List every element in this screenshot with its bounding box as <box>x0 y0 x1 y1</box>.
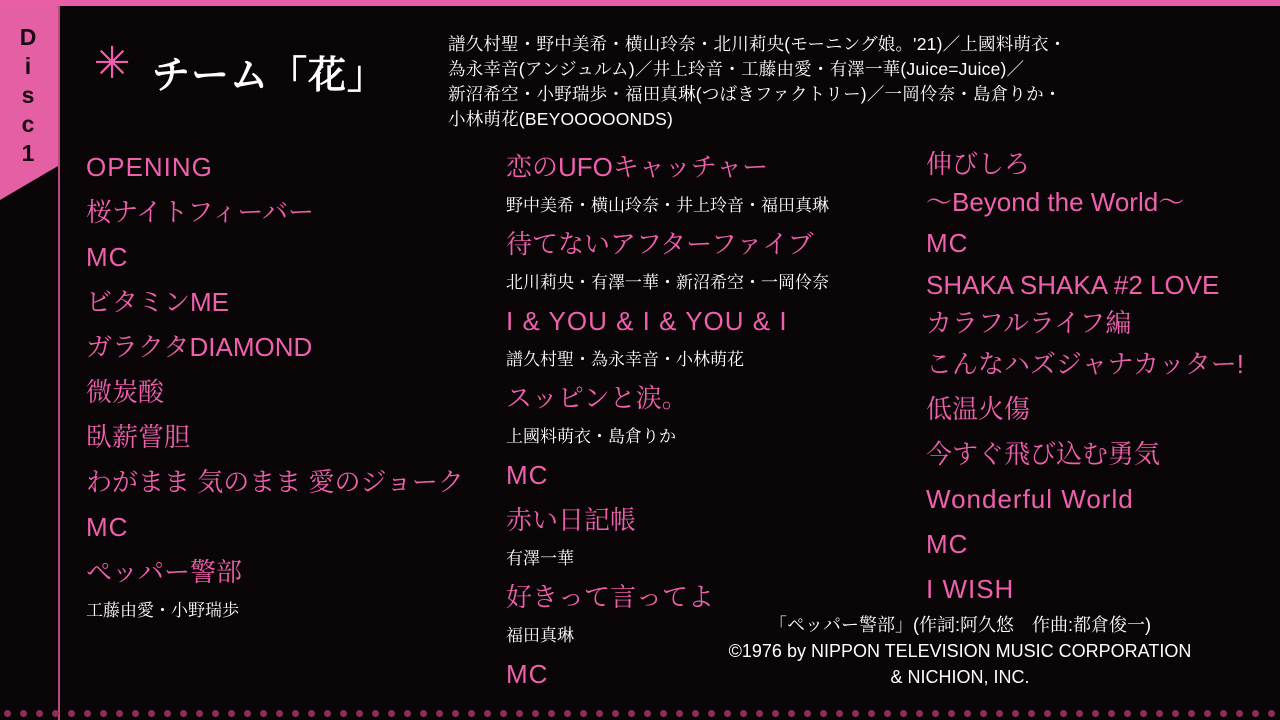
edge-dot <box>516 710 523 717</box>
track-title: OPENING <box>86 152 213 182</box>
edge-dot <box>692 710 699 717</box>
edge-dot <box>228 710 235 717</box>
edge-dot <box>948 710 955 717</box>
track-title: カラフルライフ編 <box>926 308 1132 338</box>
edge-dot <box>324 710 331 717</box>
disc-spine <box>0 6 58 169</box>
track-title: MC <box>86 512 129 542</box>
edge-dot <box>996 710 1003 717</box>
edge-dot <box>180 710 187 717</box>
track-title: ペッパー警部 <box>86 557 243 587</box>
edge-dot <box>484 710 491 717</box>
edge-dot <box>1204 710 1211 717</box>
edge-dot <box>420 710 427 717</box>
track-title: 低温火傷 <box>926 394 1031 424</box>
edge-dot <box>1124 710 1131 717</box>
edge-dot <box>436 710 443 717</box>
edge-dot <box>500 710 507 717</box>
edge-dot <box>20 710 27 717</box>
edge-dot <box>532 710 539 717</box>
vertical-divider-line <box>58 6 60 720</box>
edge-dot <box>1172 710 1179 717</box>
edge-dot <box>804 710 811 717</box>
member-credits <box>448 32 1238 132</box>
edge-dot <box>452 710 459 717</box>
member-credits-line: 為永幸音(アンジュルム)／井上玲音・工藤由愛・有澤一華(Juice=Juice)／ <box>448 59 1025 79</box>
track-title: 伸びしろ <box>926 149 1031 179</box>
track-title: わがまま 気のまま 愛のジョーク <box>86 467 464 497</box>
edge-dot <box>36 710 43 717</box>
edge-dot <box>388 710 395 717</box>
edge-dot <box>1028 710 1035 717</box>
edge-dot <box>596 710 603 717</box>
edge-dot <box>1012 710 1019 717</box>
edge-dot <box>628 710 635 717</box>
edge-dot <box>260 710 267 717</box>
track-performers: 北川莉央・有澤一華・新沼希空・一岡伶奈 <box>506 273 829 292</box>
edge-dot <box>756 710 763 717</box>
copyright-line: 「ペッパー警部」(作詞:阿久悠 作曲:都倉俊一) <box>769 615 1151 635</box>
edge-dot <box>1156 710 1163 717</box>
disc-label: Disc1 <box>15 24 41 169</box>
track-title: 待てないアフターファイブ <box>506 229 814 259</box>
track-title: 臥薪嘗胆 <box>86 422 191 452</box>
member-credits-line: 小林萌花(BEYOOOOONDS) <box>448 109 674 129</box>
track-title: SHAKA SHAKA #2 LOVE <box>926 270 1220 300</box>
track-title: I WISH <box>926 574 1015 604</box>
edge-dot <box>932 710 939 717</box>
edge-dot <box>900 710 907 717</box>
member-credits-line: 譜久村聖・野中美希・横山玲奈・北川莉央(モーニング娘。'21)／上國料萌衣・ <box>448 34 1067 54</box>
track-performers: 野中美希・横山玲奈・井上玲音・福田真琳 <box>506 196 829 215</box>
edge-dot <box>1140 710 1147 717</box>
edge-dot <box>1108 710 1115 717</box>
edge-dot <box>1092 710 1099 717</box>
track-title: 桜ナイトフィーバー <box>86 197 315 227</box>
asterisk-icon: ✳ <box>93 39 131 88</box>
edge-dot <box>820 710 827 717</box>
edge-dot <box>884 710 891 717</box>
track-performers: 福田真琳 <box>506 626 574 645</box>
edge-dot <box>1268 710 1275 717</box>
track-title: 〜Beyond the World〜 <box>926 187 1185 217</box>
track-title: I & YOU & I & YOU & I <box>506 306 788 336</box>
edge-dot <box>612 710 619 717</box>
tracklist-column-1 <box>86 145 496 627</box>
track-title: MC <box>926 529 969 559</box>
edge-dot <box>1076 710 1083 717</box>
edge-dot <box>68 710 75 717</box>
track-performers: 上國料萌衣・島倉りか <box>506 427 676 446</box>
edge-dot <box>244 710 251 717</box>
edge-dot <box>4 710 11 717</box>
track-title: MC <box>506 659 549 689</box>
edge-dot <box>564 710 571 717</box>
edge-dot <box>868 710 875 717</box>
edge-dot <box>148 710 155 717</box>
track-title: ガラクタDIAMOND <box>86 332 313 362</box>
edge-dot <box>852 710 859 717</box>
dotted-edge <box>0 706 1280 720</box>
track-title: スッピンと涙。 <box>506 383 688 413</box>
edge-dot <box>676 710 683 717</box>
track-title: 恋のUFOキャッチャー <box>506 152 769 182</box>
edge-dot <box>660 710 667 717</box>
edge-dot <box>212 710 219 717</box>
edge-dot <box>84 710 91 717</box>
edge-dot <box>1060 710 1067 717</box>
copyright-line: & NICHION, INC. <box>890 667 1030 687</box>
edge-dot <box>356 710 363 717</box>
track-title: MC <box>86 242 129 272</box>
track-title: Wonderful World <box>926 484 1134 514</box>
edge-dot <box>196 710 203 717</box>
edge-dot <box>100 710 107 717</box>
edge-dot <box>292 710 299 717</box>
edge-dot <box>164 710 171 717</box>
edge-dot <box>772 710 779 717</box>
edge-dot <box>548 710 555 717</box>
edge-dot <box>308 710 315 717</box>
edge-dot <box>132 710 139 717</box>
edge-dot <box>788 710 795 717</box>
edge-dot <box>836 710 843 717</box>
page-title: チーム「花」 <box>152 55 387 97</box>
edge-dot <box>980 710 987 717</box>
track-title: 好きって言ってよ <box>506 582 715 612</box>
edge-dot <box>1252 710 1259 717</box>
edge-dot <box>740 710 747 717</box>
track-performers: 工藤由愛・小野瑞歩 <box>86 601 239 620</box>
copyright-line: ©1976 by NIPPON TELEVISION MUSIC CORPORATION <box>728 641 1192 661</box>
edge-dot <box>276 710 283 717</box>
track-title: 今すぐ飛び込む勇気 <box>926 439 1161 469</box>
track-title: 微炭酸 <box>86 377 165 407</box>
edge-dot <box>964 710 971 717</box>
edge-dot <box>1188 710 1195 717</box>
copyright-block <box>640 612 1280 690</box>
member-credits-line: 新沼希空・小野瑞歩・福田真琳(つばきファクトリー)／一岡伶奈・島倉りか・ <box>448 84 1062 104</box>
edge-dot <box>468 710 475 717</box>
edge-dot <box>372 710 379 717</box>
edge-dot <box>644 710 651 717</box>
track-performers: 譜久村聖・為永幸音・小林萌花 <box>506 350 744 369</box>
track-title: MC <box>506 460 549 490</box>
edge-dot <box>116 710 123 717</box>
track-title: MC <box>926 228 969 258</box>
edge-dot <box>1236 710 1243 717</box>
track-title: こんなハズジャナカッター! <box>926 349 1244 379</box>
track-title: ビタミンME <box>86 287 230 317</box>
edge-dot <box>580 710 587 717</box>
edge-dot <box>916 710 923 717</box>
edge-dot <box>1220 710 1227 717</box>
edge-dot <box>1044 710 1051 717</box>
track-title: 赤い日記帳 <box>506 505 637 535</box>
edge-dot <box>404 710 411 717</box>
track-performers: 有澤一華 <box>506 549 574 568</box>
edge-dot <box>724 710 731 717</box>
edge-dot <box>708 710 715 717</box>
edge-dot <box>340 710 347 717</box>
edge-dot <box>52 710 59 717</box>
tracklist-column-3 <box>926 145 1266 612</box>
top-border <box>0 0 1280 6</box>
